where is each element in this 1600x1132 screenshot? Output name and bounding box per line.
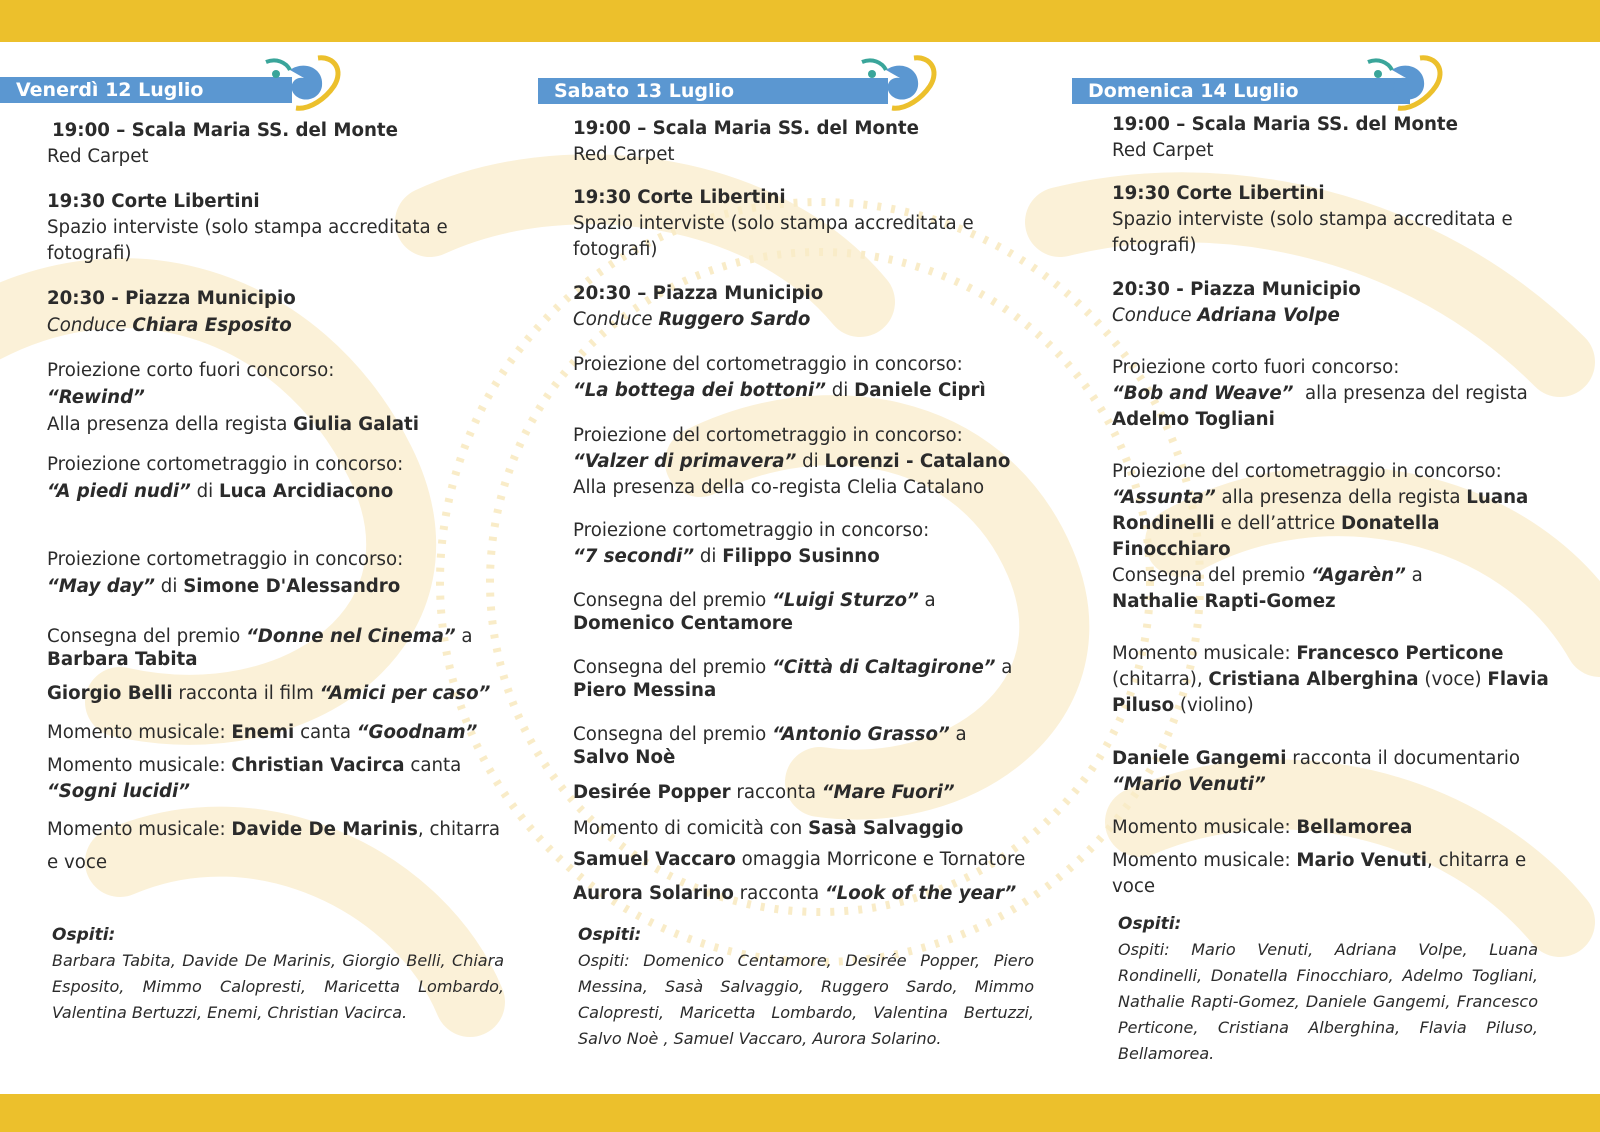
event-text: (voce) — [1418, 669, 1488, 690]
film-title: “7 secondi” — [573, 546, 695, 567]
person-name: Giulia Galati — [293, 414, 419, 435]
person-name: Lorenzi - Catalano — [824, 451, 1011, 472]
film-title: “Bob and Weave” — [1112, 383, 1294, 404]
event-title: 19:00 – Scala Maria SS. del Monte — [1112, 114, 1458, 135]
event-text: Proiezione del cortometraggio in concorso: — [573, 425, 963, 446]
event-title: 19:00 – Scala Maria SS. del Monte — [573, 118, 919, 139]
host-name: Adriana Volpe — [1197, 305, 1340, 326]
guests-title: Ospiti: — [1118, 914, 1182, 934]
host-name: Ruggero Sardo — [658, 309, 811, 330]
event-text: racconta il film — [172, 683, 320, 704]
event-text: alla presenza della regista — [1215, 487, 1467, 508]
event-title: 19:30 Corte Libertini — [1112, 183, 1325, 204]
di-text: di — [155, 576, 184, 597]
person-name: Enemi — [231, 722, 295, 743]
film-title: “Mare Fuori” — [821, 782, 955, 803]
bottom-yellow-band — [0, 1094, 1600, 1132]
event-text: , chitarra e voce — [47, 819, 501, 873]
person-name: Luana Rondinelli — [1112, 487, 1529, 534]
person-name: Piero Messina — [573, 680, 717, 701]
top-yellow-band — [0, 0, 1600, 42]
event-title: 20:30 – Piazza Municipio — [573, 283, 824, 304]
event-title: 20:30 - Piazza Municipio — [1112, 279, 1361, 300]
host-label: Conduce — [573, 309, 659, 330]
person-name: Daniele Gangemi — [1112, 748, 1287, 769]
person-name: Samuel Vaccaro — [573, 849, 736, 870]
event-text: Consegna del premio — [573, 657, 773, 678]
film-title: “Valzer di primavera” — [573, 451, 797, 472]
event-text: Momento musicale: — [1112, 817, 1297, 838]
person-name: Mario Venuti — [1296, 850, 1428, 871]
person-name: Simone D'Alessandro — [183, 576, 401, 597]
event-text: Consegna del premio — [1112, 565, 1312, 586]
event-text: omaggia Morricone e Tornatore — [735, 849, 1026, 870]
event-text: Proiezione corto fuori concorso: — [1112, 357, 1400, 378]
event-text: (violino) — [1174, 695, 1254, 716]
event-text: Proiezione corto fuori concorso: — [47, 360, 335, 381]
event-title: 19:30 Corte Libertini — [47, 191, 260, 212]
event-text: e dell’attrice — [1214, 513, 1341, 534]
event-text: Spazio interviste (solo stampa accreditata e fotografi) — [47, 217, 448, 264]
event-text: (chitarra), — [1112, 669, 1209, 690]
person-name: Adelmo Togliani — [1112, 409, 1275, 430]
a-text: a — [949, 724, 967, 745]
di-text: di — [825, 380, 855, 401]
person-name: Luca Arcidiacono — [218, 481, 394, 502]
di-text: di — [694, 546, 723, 567]
event-text: Proiezione cortometraggio in concorso: — [47, 549, 404, 570]
di-text: di — [190, 481, 219, 502]
person-name: Davide De Marinis — [231, 819, 418, 840]
event-text: racconta — [733, 883, 825, 904]
event-text: Spazio interviste (solo stampa accreditata e fotografi) — [573, 213, 974, 260]
event-text: Consegna del premio — [47, 626, 247, 647]
award-name: “Donne nel Cinema” — [246, 626, 456, 647]
event-text: Red Carpet — [573, 144, 675, 165]
event-text: Proiezione del cortometraggio in concorso: — [573, 354, 963, 375]
event-title: 19:00 – Scala Maria SS. del Monte — [52, 120, 398, 141]
award-name: “Antonio Grasso” — [772, 724, 950, 745]
person-name: Nathalie Rapti-Gomez — [1112, 591, 1336, 612]
event-text: Proiezione cortometraggio in concorso: — [573, 520, 930, 541]
person-name: Giorgio Belli — [47, 683, 173, 704]
host-name: Chiara Esposito — [132, 315, 292, 336]
a-text: a — [995, 657, 1013, 678]
a-text: a — [918, 590, 936, 611]
person-name: Aurora Solarino — [573, 883, 734, 904]
event-text: racconta il documentario — [1286, 748, 1521, 769]
event-title: 19:30 Corte Libertini — [573, 187, 786, 208]
di-text: di — [796, 451, 825, 472]
person-name: Christian Vacirca — [231, 755, 405, 776]
day-header-friday: Venerdì 12 Luglio — [0, 77, 292, 103]
event-text: Proiezione del cortometraggio in concorso: — [1112, 461, 1502, 482]
event-text: Red Carpet — [1112, 140, 1214, 161]
event-text: canta — [294, 722, 357, 743]
day-header-saturday: Sabato 13 Luglio — [538, 78, 888, 104]
film-title: “A piedi nudi” — [47, 481, 191, 502]
guests-text: Ospiti: Domenico Centamore, Desirée Popper, Piero Messina, Sasà Salvaggio, Ruggero Sardo, Mimmo Calopresti, Maricetta Lombardo, Valentina Bertuzzi, Salvo Noè , Samuel Vaccaro, Aurora Solarino. — [578, 951, 1034, 1048]
person-name: Barbara Tabita — [47, 649, 198, 670]
song-title: “Sogni lucidi” — [47, 781, 191, 802]
guests-title: Ospiti: — [578, 925, 642, 945]
event-text: Momento di comicità con — [573, 818, 809, 839]
event-text: Momento musicale: — [1112, 850, 1297, 871]
film-title: “Assunta” — [1112, 487, 1216, 508]
person-name: Francesco Perticone — [1296, 643, 1504, 664]
film-title: “Amici per caso” — [319, 683, 491, 704]
person-name: Cristiana Alberghina — [1208, 669, 1419, 690]
guests-title: Ospiti: — [52, 925, 116, 945]
person-name: Donatella Finocchiaro — [1112, 513, 1440, 560]
award-name: “Agarèn” — [1311, 565, 1406, 586]
guests-text: Ospiti: Mario Venuti, Adriana Volpe, Luana Rondinelli, Donatella Finocchiaro, Adelmo Togliani, Nathalie Rapti-Gomez, Daniele Gangemi, Francesco Perticone, Cristiana Alberghina, Flavia Piluso, Bellamorea. — [1118, 940, 1538, 1063]
host-label: Conduce — [47, 315, 133, 336]
decorative-ornament-icon — [856, 52, 940, 116]
event-text: Momento musicale: — [47, 755, 232, 776]
person-name: Bellamorea — [1296, 817, 1413, 838]
event-text: alla presenza del regista — [1293, 383, 1528, 404]
event-text: canta — [404, 755, 462, 776]
event-text: Proiezione cortometraggio in concorso: — [47, 454, 404, 475]
event-text: Red Carpet — [47, 146, 149, 167]
award-name: “Luigi Sturzo” — [772, 590, 919, 611]
person-name: Filippo Susinno — [722, 546, 880, 567]
event-text: Consegna del premio — [573, 590, 773, 611]
guests-text: Barbara Tabita, Davide De Marinis, Giorgio Belli, Chiara Esposito, Mimmo Calopresti, Maricetta Lombardo, Valentina Bertuzzi, Enemi, Christian Vacirca. — [52, 951, 504, 1022]
event-text: Momento musicale: — [47, 819, 232, 840]
event-text: Alla presenza della regista — [47, 414, 294, 435]
film-title: “Look of the year” — [824, 883, 1017, 904]
film-title: “Rewind” — [47, 387, 145, 408]
event-text: Alla presenza della co-regista Clelia Catalano — [573, 477, 985, 498]
event-text: Consegna del premio — [573, 724, 773, 745]
person-name: Sasà Salvaggio — [808, 818, 964, 839]
film-title: “May day” — [47, 576, 156, 597]
event-text: Momento musicale: — [1112, 643, 1297, 664]
person-name: Daniele Ciprì — [854, 380, 986, 401]
person-name: Desirée Popper — [573, 782, 731, 803]
event-text: racconta — [730, 782, 822, 803]
person-name: Salvo Noè — [573, 747, 676, 768]
event-text: Momento musicale: — [47, 722, 232, 743]
a-text: a — [1405, 565, 1423, 586]
event-title: 20:30 - Piazza Municipio — [47, 288, 296, 309]
film-title: “La bottega dei bottoni” — [573, 380, 826, 401]
song-title: “Goodnam” — [356, 722, 478, 743]
decorative-ornament-icon — [1362, 52, 1446, 116]
award-name: “Città di Caltagirone” — [772, 657, 996, 678]
person-name: Flavia Piluso — [1112, 669, 1549, 716]
person-name: Domenico Centamore — [573, 613, 794, 634]
film-title: “Mario Venuti” — [1112, 774, 1266, 795]
event-text: , chitarra e voce — [1112, 850, 1527, 897]
a-text: a — [455, 626, 473, 647]
host-label: Conduce — [1112, 305, 1198, 326]
day-header-sunday: Domenica 14 Luglio — [1072, 78, 1410, 104]
event-text: Spazio interviste (solo stampa accreditata e fotografi) — [1112, 209, 1513, 256]
decorative-ornament-icon — [260, 52, 344, 116]
